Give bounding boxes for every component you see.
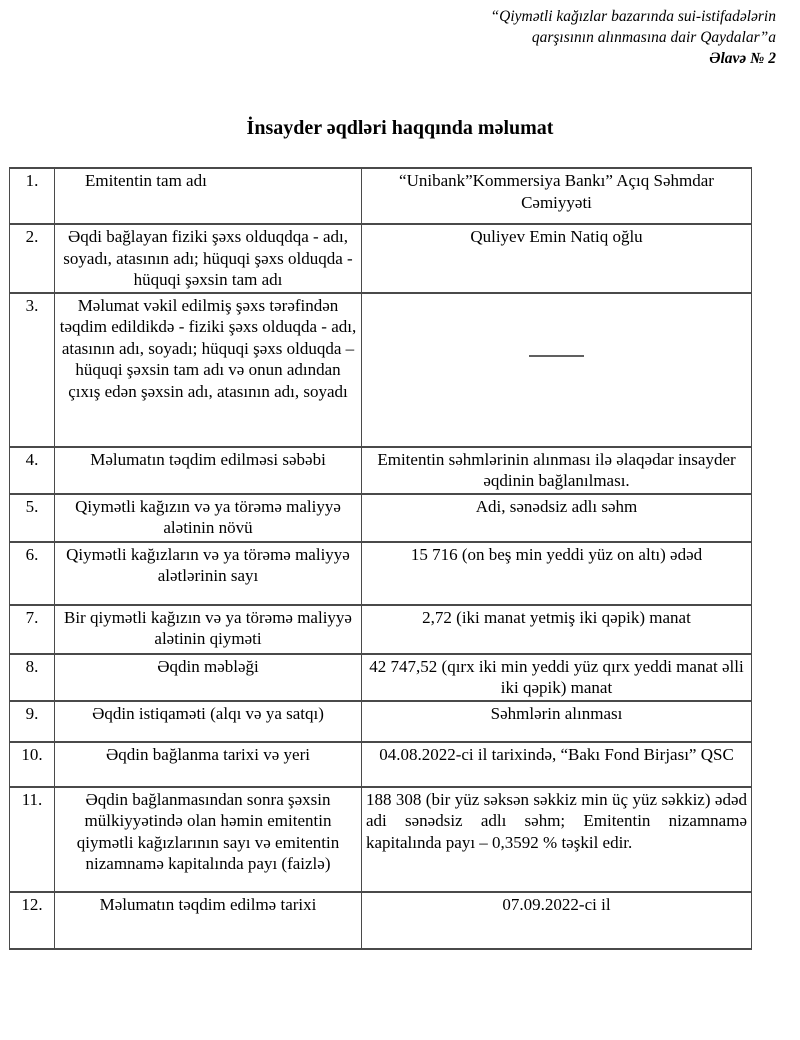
row-value: 07.09.2022-ci il bbox=[362, 892, 752, 949]
row-number: 9. bbox=[10, 701, 55, 742]
row-value: Quliyev Emin Natiq oğlu bbox=[362, 224, 752, 293]
table-row bbox=[10, 892, 752, 949]
row-label: Bir qiymətli kağızın və ya törəmə maliyyə alətinin qiyməti bbox=[55, 605, 362, 654]
table-row bbox=[10, 447, 752, 494]
table-row bbox=[10, 605, 752, 654]
row-number: 7. bbox=[10, 605, 55, 654]
row-value: 2,72 (iki manat yetmiş iki qəpik) manat bbox=[362, 605, 752, 654]
regulation-reference bbox=[0, 0, 800, 69]
row-label: Əqdin bağlanmasından sonra şəxsin mülkiyyətində olan həmin emitentin qiymətli kağızlarının sayı və emitentin nizamnamə kapitalında payı (faizlə) bbox=[55, 787, 362, 892]
row-value: Səhmlərin alınması bbox=[362, 701, 752, 742]
row-number: 12. bbox=[10, 892, 55, 949]
row-value: 42 747,52 (qırx iki min yeddi yüz qırx yeddi manat əlli iki qəpik) manat bbox=[362, 654, 752, 701]
row-number: 4. bbox=[10, 447, 55, 494]
row-label: Əqdin istiqaməti (alqı və ya satqı) bbox=[55, 701, 362, 742]
row-value: “Unibank”Kommersiya Bankı” Açıq Səhmdar Cəmiyyəti bbox=[362, 168, 752, 224]
row-value bbox=[362, 293, 752, 447]
row-label: Məlumat vəkil edilmiş şəxs tərəfindən təqdim edildikdə - fiziki şəxs olduqda - adı, atasının adı, soyadı; hüquqi şəxs olduqda – hüquqi şəxsin tam adı və onun adından çıxış edən şəxsin adı, atasının adı, soyadı bbox=[55, 293, 362, 447]
empty-value-dash bbox=[529, 355, 584, 357]
row-number: 8. bbox=[10, 654, 55, 701]
row-value: Emitentin səhmlərinin alınması ilə əlaqədar insayder əqdinin bağlanılması. bbox=[362, 447, 752, 494]
table-row bbox=[10, 701, 752, 742]
table-row bbox=[10, 542, 752, 605]
row-label: Qiymətli kağızın və ya törəmə maliyyə alətinin növü bbox=[55, 494, 362, 542]
row-number: 3. bbox=[10, 293, 55, 447]
table-row bbox=[10, 787, 752, 892]
row-number: 5. bbox=[10, 494, 55, 542]
annex-number: Əlavə № 2 bbox=[709, 50, 776, 67]
table-row bbox=[10, 654, 752, 701]
row-number: 1. bbox=[10, 168, 55, 224]
row-number: 10. bbox=[10, 742, 55, 787]
table-row bbox=[10, 494, 752, 542]
row-label: Əqdi bağlayan fiziki şəxs olduqdqa - adı, soyadı, atasının adı; hüquqi şəxs olduqda - hüquqi şəxsin tam adı bbox=[55, 224, 362, 293]
row-label: Qiymətli kağızların və ya törəmə maliyyə alətlərinin sayı bbox=[55, 542, 362, 605]
row-number: 6. bbox=[10, 542, 55, 605]
row-label: Məlumatın təqdim edilməsi səbəbi bbox=[55, 447, 362, 494]
row-label: Əqdin məbləği bbox=[55, 654, 362, 701]
row-value: Adi, sənədsiz adlı səhm bbox=[362, 494, 752, 542]
regulation-reference-line2: qarşısının alınmasına dair Qaydalar”a bbox=[531, 29, 776, 46]
row-number: 11. bbox=[10, 787, 55, 892]
row-label: Məlumatın təqdim edilmə tarixi bbox=[55, 892, 362, 949]
row-value: 04.08.2022-ci il tarixində, “Bakı Fond Birjası” QSC bbox=[362, 742, 752, 787]
row-label: Emitentin tam adı bbox=[55, 168, 362, 224]
row-label: Əqdin bağlanma tarixi və yeri bbox=[55, 742, 362, 787]
page-title: İnsayder əqdləri haqqında məlumat bbox=[246, 117, 554, 139]
table-row bbox=[10, 742, 752, 787]
regulation-reference-line1: “Qiymətli kağızlar bazarında sui-istifadələrin bbox=[490, 8, 776, 25]
row-value: 15 716 (on beş min yeddi yüz on altı) ədəd bbox=[362, 542, 752, 605]
row-number: 2. bbox=[10, 224, 55, 293]
table-row bbox=[10, 293, 752, 447]
row-value: 188 308 (bir yüz səksən səkkiz min üç yüz səkkiz) ədəd adi sənədsiz adlı səhm; Emitentin nizamnamə kapitalında payı – 0,3592 % təşkil edir. bbox=[362, 787, 752, 892]
table-row bbox=[10, 168, 752, 224]
insider-deal-table bbox=[9, 167, 752, 950]
table-row bbox=[10, 224, 752, 293]
